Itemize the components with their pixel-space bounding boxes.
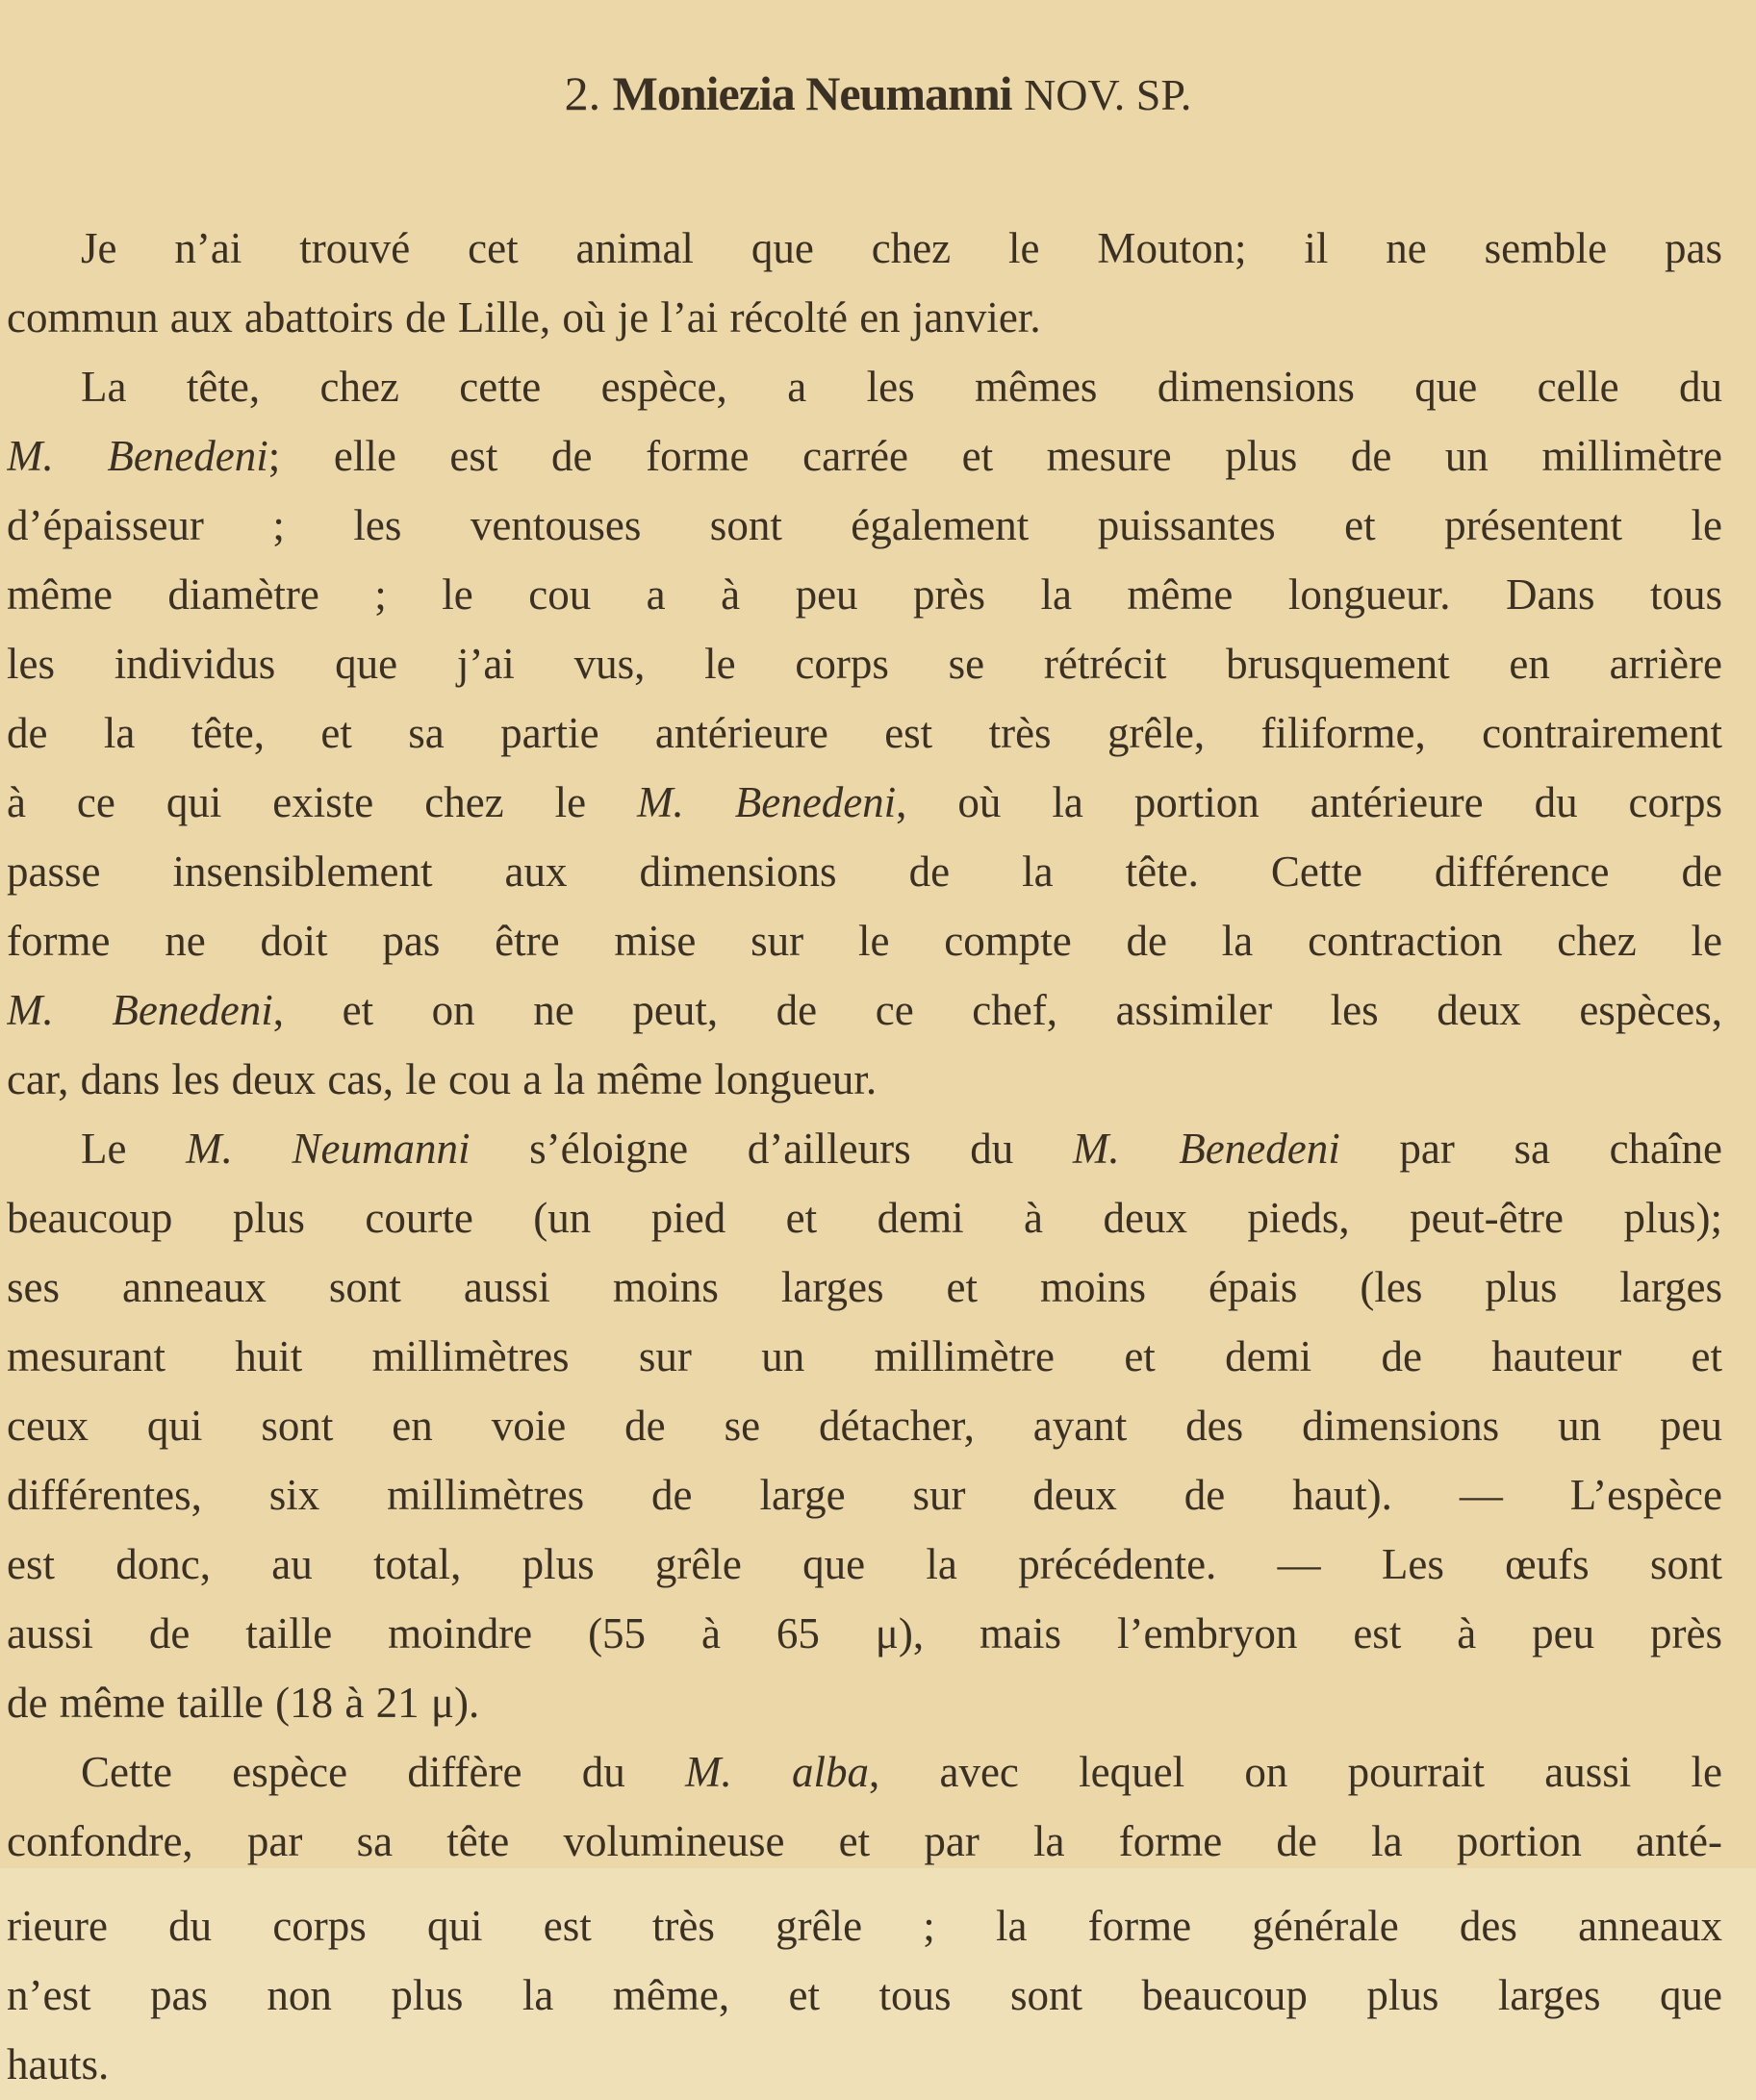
italic-species-name: M. Benedeni bbox=[637, 778, 897, 826]
species-suffix: NOV. SP. bbox=[1024, 70, 1192, 119]
text-segment: différentes, six millimètres de large sur deux de haut). — L’espèce bbox=[7, 1471, 1722, 1519]
text-segment: , avec lequel on pourrait aussi le bbox=[868, 1748, 1722, 1796]
text-segment: car, dans les deux cas, le cou a la même longueur. bbox=[7, 1055, 878, 1103]
text-line bbox=[7, 1391, 1722, 1460]
italic-species-name: M. Neumanni bbox=[186, 1125, 471, 1173]
text-line bbox=[7, 1737, 1722, 1807]
text-line bbox=[7, 629, 1722, 698]
text-line bbox=[7, 975, 1722, 1045]
text-line bbox=[7, 1252, 1722, 1322]
text-segment: ceux qui sont en voie de se détacher, ayant des dimensions un peu bbox=[7, 1402, 1722, 1450]
text-line bbox=[7, 1891, 1722, 1961]
text-segment: à ce qui existe chez le bbox=[7, 778, 638, 826]
section-title bbox=[0, 60, 1756, 129]
text-line bbox=[7, 1322, 1722, 1391]
italic-species-name: M. Benedeni bbox=[7, 986, 273, 1034]
text-segment: même diamètre ; le cou a à peu près la même longueur. Dans tous bbox=[7, 570, 1722, 619]
text-segment: mesurant huit millimètres sur un millimètre et demi de hauteur et bbox=[7, 1332, 1722, 1380]
text-line bbox=[7, 1460, 1722, 1530]
text-segment: les individus que j’ai vus, le corps se rétrécit brusquement en arrière bbox=[7, 640, 1722, 688]
text-segment: Je n’ai trouvé cet animal que chez le Mouton; il ne semble pas bbox=[81, 224, 1722, 272]
italic-species-name: M. Benedeni bbox=[1072, 1125, 1340, 1173]
text-segment: , et on ne peut, de ce chef, assimiler les deux espèces, bbox=[272, 986, 1722, 1034]
text-line bbox=[7, 1668, 1722, 1737]
text-segment: passe insensiblement aux dimensions de la tête. Cette différence de bbox=[7, 848, 1722, 896]
text-line bbox=[7, 1114, 1722, 1183]
text-segment: La tête, chez cette espèce, a les mêmes dimensions que celle du bbox=[81, 363, 1722, 411]
text-segment: par sa chaîne bbox=[1339, 1125, 1722, 1173]
text-segment: , où la portion antérieure du corps bbox=[896, 778, 1722, 826]
text-line bbox=[7, 283, 1722, 352]
text-segment: Cette espèce diffère du bbox=[81, 1748, 685, 1796]
continued-text bbox=[7, 1891, 1722, 2099]
text-segment: aussi de taille moindre (55 à 65 μ), mais l’embryon est à peu près bbox=[7, 1609, 1722, 1657]
species-name: Moniezia Neumanni bbox=[612, 66, 1012, 120]
text-line bbox=[7, 1045, 1722, 1114]
text-segment: de la tête, et sa partie antérieure est très grêle, filiforme, contrairement bbox=[7, 709, 1722, 757]
text-line bbox=[7, 491, 1722, 560]
text-segment: beaucoup plus courte (un pied et demi à deux pieds, peut-être plus); bbox=[7, 1194, 1722, 1242]
text-segment: Le bbox=[81, 1125, 187, 1173]
text-segment: ; elle est de forme carrée et mesure plus de un millimètre bbox=[267, 432, 1722, 480]
text-segment: hauts. bbox=[7, 2040, 110, 2088]
text-line bbox=[7, 560, 1722, 629]
section-number: 2. bbox=[564, 66, 601, 120]
text-segment: confondre, par sa tête volumineuse et par la forme de la portion anté- bbox=[7, 1817, 1722, 1865]
italic-species-name: M. alba bbox=[684, 1748, 869, 1796]
text-line bbox=[7, 698, 1722, 768]
text-segment: s’éloigne d’ailleurs du bbox=[470, 1125, 1073, 1173]
text-line bbox=[7, 1530, 1722, 1599]
text-segment: forme ne doit pas être mise sur le compte de la contraction chez le bbox=[7, 917, 1722, 965]
text-line bbox=[7, 1807, 1722, 1876]
text-segment: est donc, au total, plus grêle que la précédente. — Les œufs sont bbox=[7, 1540, 1722, 1588]
text-segment: d’épaisseur ; les ventouses sont également puissantes et présentent le bbox=[7, 501, 1722, 549]
text-segment: rieure du corps qui est très grêle ; la forme générale des anneaux bbox=[7, 1902, 1722, 1950]
text-segment: n’est pas non plus la même, et tous sont beaucoup plus larges que bbox=[7, 1971, 1722, 2019]
text-line bbox=[7, 2030, 1722, 2099]
text-line bbox=[7, 352, 1722, 421]
text-line bbox=[7, 1599, 1722, 1668]
text-line bbox=[7, 906, 1722, 975]
text-line bbox=[7, 768, 1722, 837]
main-text bbox=[7, 214, 1722, 1876]
text-line bbox=[7, 421, 1722, 491]
text-line bbox=[7, 1961, 1722, 2030]
text-segment: ses anneaux sont aussi moins larges et moins épais (les plus larges bbox=[7, 1263, 1722, 1311]
text-line bbox=[7, 1183, 1722, 1252]
text-line bbox=[7, 214, 1722, 283]
text-line bbox=[7, 837, 1722, 906]
text-segment: commun aux abattoirs de Lille, où je l’ai récolté en janvier. bbox=[7, 293, 1041, 342]
text-segment: de même taille (18 à 21 μ). bbox=[7, 1679, 480, 1727]
italic-species-name: M. Benedeni bbox=[7, 432, 268, 480]
